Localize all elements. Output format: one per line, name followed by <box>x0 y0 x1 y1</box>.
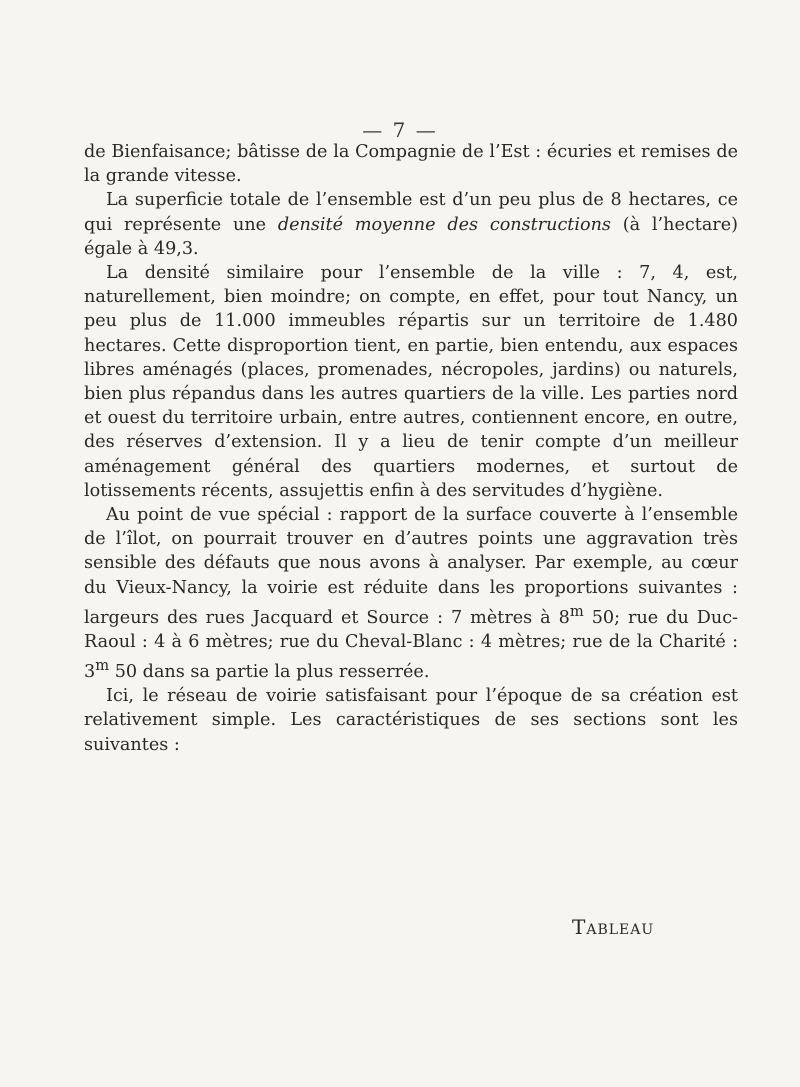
paragraph-4-superscript: m <box>569 602 584 620</box>
paragraph-4-text-end: 50 dans sa partie la plus resserrée. <box>109 661 430 682</box>
paragraph-4-text-mid: 50; rue du Duc-Raoul : 4 à 6 mètres; rue du Cheval-Blanc : 4 mètres; rue de la Charité : 3 <box>84 607 738 682</box>
body-text <box>84 140 738 757</box>
paragraph-3: La densité similaire pour l’ensemble de la ville : 7, 4, est, naturellement, bien moindre; on compte, en effet, pour tout Nancy, un peu plus de 11.000 immeubles répartis sur un territoire de 1.480 hectares. Cette disproportion tient, en partie, bien entendu, aux espaces libres aménagés (places, promenades, nécropoles, jardins) ou naturels, bien plus répandus dans les autres quartiers de la ville. Les parties nord et ouest du territoire urbain, entre autres, contiennent encore, en outre, des réserves d’extension. Il y a lieu de tenir compte d’un meilleur aménagement général des quartiers modernes, et surtout de lotissements récents, assujettis enfin à des servitudes d’hygiène. <box>84 263 738 501</box>
paragraph-2 <box>84 188 738 261</box>
paragraph-4 <box>84 503 738 684</box>
catchword: Tableau <box>572 915 655 939</box>
paragraph-2-emphasis: densité moyenne des constructions <box>277 214 611 235</box>
paragraph-4-superscript-2: m <box>95 657 110 675</box>
paragraph-4-text: Au point de vue spécial : rapport de la surface couverte à l’ensemble de l’îlot, on pourrait trouver en d’autres points une aggravation très sensible des défauts que nous avons à analyser. Par exemple, au cœur du Vieux-Nancy, la voirie est réduite dans les proportions suivantes : largeurs des rues Jacquard et Source : 7 mètres à 8 <box>84 505 738 628</box>
paragraph-1: de Bienfaisance; bâtisse de la Compagnie de l’Est : écuries et remises de la grande vitesse. <box>84 142 738 187</box>
paragraph-5: Ici, le réseau de voirie satisfaisant pour l’époque de sa création est relativement simple. Les caractéristiques de ses sections sont les suivantes : <box>84 686 738 755</box>
paragraph-2-text-end: (à l’hectare) égale à 49,3. <box>84 214 738 259</box>
page-number: — 7 — <box>362 118 438 142</box>
paragraph-2-text: La superficie totale de l’ensemble est d’un peu plus de 8 hectares, ce qui représente une <box>84 190 738 235</box>
